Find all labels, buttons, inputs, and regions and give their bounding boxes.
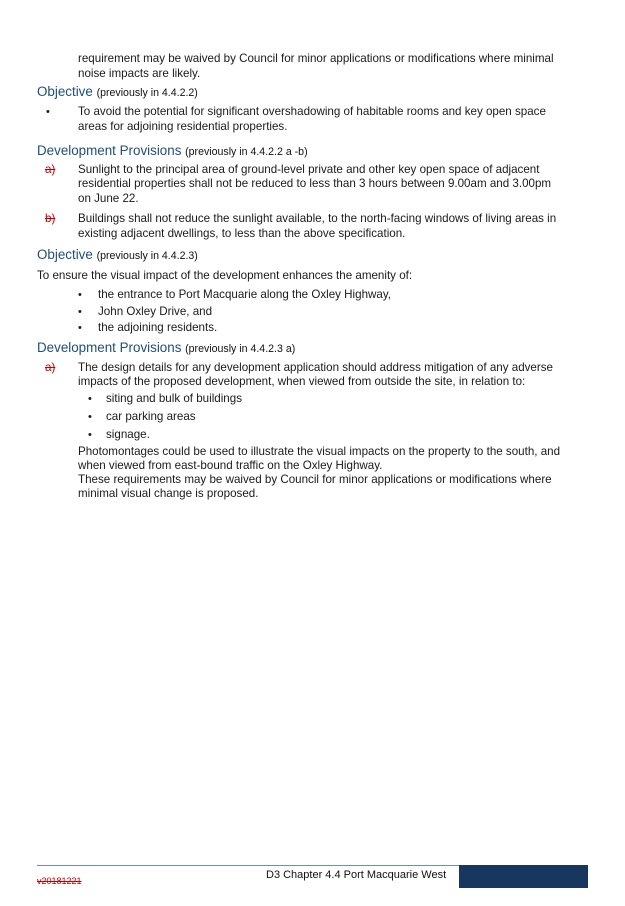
provision-a-line-1: Sunlight to the principal area of ground-level private and other key open space of adjacent [78,163,540,176]
waiver-line-1: These requirements may be waived by Council for minor applications or modifications where [78,473,552,486]
provision-marker-b: b) [45,212,56,225]
amenity-item-1: the entrance to Port Macquarie along the Oxley Highway, [98,288,392,301]
objective-2-intro: To ensure the visual impact of the development enhances the amenity of: [37,269,413,282]
objective-heading-2-title: Objective [37,247,93,262]
bullet-icon: • [78,289,82,301]
provisions-heading-2-title: Development Provisions [37,340,182,355]
relation-item-2: car parking areas [106,410,196,423]
provisions-heading-1 [37,143,308,160]
provision-b-line-1: Buildings shall not reduce the sunlight available, to the north-facing windows of living areas in [78,212,557,225]
intro-line-1: requirement may be waived by Council for minor applications or modifications where minimal [78,52,554,65]
waiver-line-2: minimal visual change is proposed. [78,487,259,500]
bullet-icon: • [78,322,82,334]
bullet-icon: • [88,411,92,423]
bullet-icon: • [78,306,82,318]
footer-chapter-title: D3 Chapter 4.4 Port Macquarie West [266,869,447,881]
relation-item-1: siting and bulk of buildings [106,392,242,405]
provision-marker-a: a) [45,361,56,374]
provision-a-line-3: on June 22. [78,192,139,205]
provisions-heading-2 [37,340,295,357]
provision-a-line-2: residential properties shall not be reduced to less than 3 hours between 9.00am and 3.00pm [78,177,552,190]
objective-1-line-2: areas for adjoining residential properties. [78,120,288,133]
relation-item-3: signage. [106,428,150,441]
objective-1-line-1: To avoid the potential for significant overshadowing of habitable rooms and key open space [78,105,546,118]
footer-version: v20181221 [37,876,82,886]
provision-marker-a: a) [45,163,56,176]
provision-2a-line-2: impacts of the proposed development, when viewed from outside the site, in relation to: [78,375,526,388]
bullet-icon: • [88,393,92,405]
provisions-heading-1-ref: (previously in 4.4.2.2 a -b) [185,146,308,158]
provision-b-line-2: existing adjacent dwellings, to less than the above specification. [78,227,406,240]
objective-heading-2-ref: (previously in 4.4.2.3) [96,250,198,262]
intro-line-2: noise impacts are likely. [78,67,201,80]
objective-heading-2 [37,247,198,264]
amenity-item-2: John Oxley Drive, and [98,305,213,318]
objective-heading-1 [37,84,198,101]
objective-heading-1-title: Objective [37,84,93,99]
provision-2a-line-1: The design details for any development application should address mitigation of any adverse [78,361,553,374]
photomontage-line-2: when viewed from east-bound traffic on the Oxley Highway. [78,459,383,472]
footer-color-bar [459,865,588,888]
bullet-icon: • [88,429,92,441]
provisions-heading-1-title: Development Provisions [37,143,182,158]
photomontage-line-1: Photomontages could be used to illustrate the visual impacts on the property to the south, and [78,445,561,458]
bullet-icon: • [46,106,50,118]
objective-heading-1-ref: (previously in 4.4.2.2) [96,87,198,99]
amenity-item-3: the adjoining residents. [98,321,218,334]
provisions-heading-2-ref: (previously in 4.4.2.3 a) [185,343,296,355]
